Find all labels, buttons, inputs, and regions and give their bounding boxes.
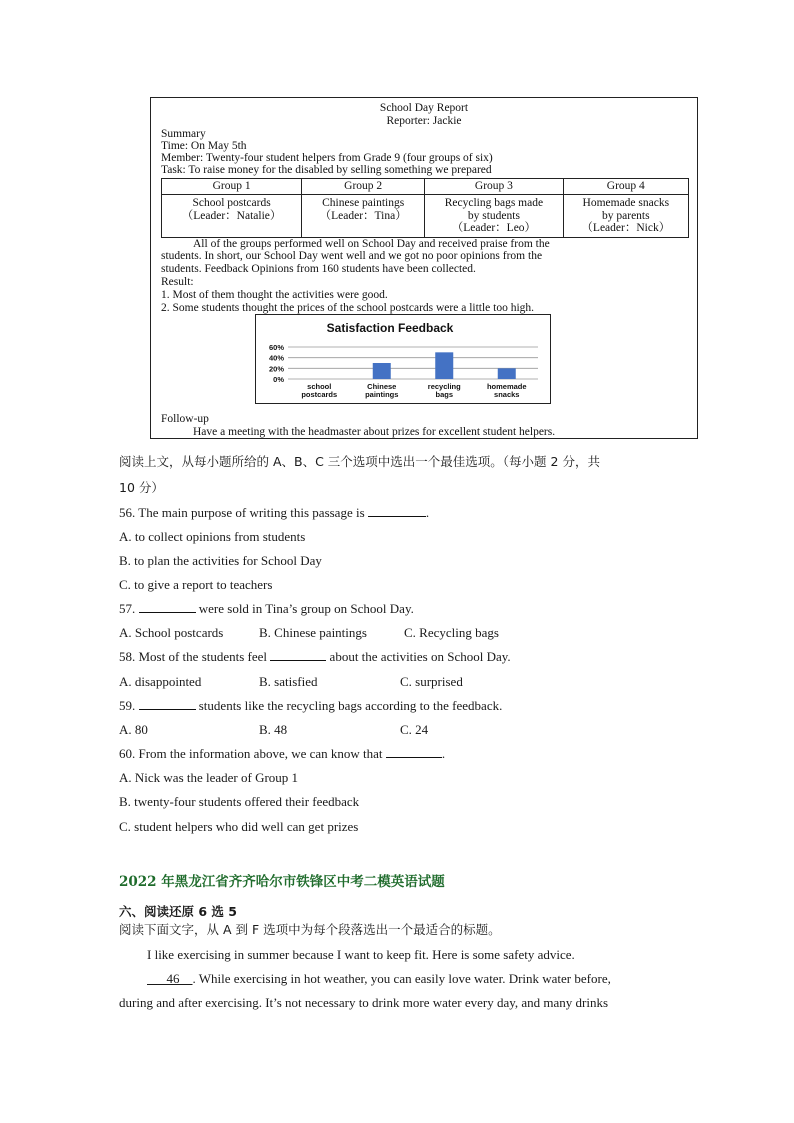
paragraph-text: . While exercising in hot weather, you can easily love water. Drink water before, [192, 971, 611, 986]
x-tick-label: paintings [365, 390, 399, 399]
question-text: about the activities on School Day. [326, 649, 511, 664]
instructions-line: 阅读上文，从每小题所给的 A、B、C 三个选项中选出一个最佳选项。（每小题 2 分，共 [119, 454, 600, 469]
question-56 [119, 505, 429, 521]
option: C. to give a report to teachers [119, 577, 273, 592]
question-text: . [441, 746, 446, 761]
summary-label: Summary [161, 128, 206, 140]
option: B. 48 [259, 722, 288, 737]
option: C. student helpers who did well can get prizes [119, 819, 359, 834]
answer-blank [386, 746, 442, 758]
report-paragraph-line: All of the groups performed well on School Day and received praise from the [193, 238, 550, 250]
x-tick-label: school [307, 382, 332, 391]
x-tick-label: snacks [494, 390, 520, 399]
question-60 [119, 746, 445, 762]
section-paragraph: I like exercising in summer because I want to keep fit. Here is some safety advice. [147, 947, 575, 962]
answer-blank [139, 698, 196, 710]
groups-table [161, 178, 689, 238]
group-item: School postcards [192, 197, 271, 209]
section-paragraph [147, 971, 611, 987]
option: A. to collect opinions from students [119, 529, 306, 544]
instructions-line: 10 分） [119, 480, 164, 495]
group-cell [162, 195, 302, 238]
group-leader: （Leader：Leo） [451, 222, 537, 234]
group-leader: （Leader：Nick） [581, 222, 671, 234]
section-paragraph: during and after exercising. It’s not necessary to drink more water every day, and many drinks [119, 995, 609, 1010]
option: C. surprised [400, 674, 463, 689]
x-tick-label: postcards [301, 390, 338, 399]
time-line: Time: On May 5th [161, 140, 247, 152]
y-tick-label: 40% [268, 353, 284, 363]
option: C. Recycling bags [404, 625, 499, 640]
bar [498, 368, 516, 379]
group-header: Group 1 [162, 179, 302, 195]
option: B. twenty-four students offered their feedback [119, 794, 360, 809]
bar [435, 352, 453, 379]
chart-title: Satisfaction Feedback [326, 321, 454, 335]
option: B. Chinese paintings [259, 625, 367, 640]
option: A. disappointed [119, 674, 202, 689]
question-text: . [425, 505, 430, 520]
answer-blank [368, 505, 426, 517]
group-cell [563, 195, 688, 238]
question-text: 57. [119, 601, 139, 616]
y-tick-label: 0% [273, 375, 284, 384]
y-tick-label: 20% [268, 364, 284, 374]
question-text: 58. Most of the students feel [119, 649, 271, 664]
group-item: Recycling bags made [444, 197, 544, 209]
report-title: School Day Report [379, 102, 469, 114]
section-instruction: 阅读下面文字，从 A 到 F 选项中为每个段落选出一个最适合的标题。 [119, 922, 501, 937]
question-text: 60. From the information above, we can know that [119, 746, 386, 761]
x-tick-label: bags [435, 390, 454, 399]
option: B. to plan the activities for School Day [119, 553, 322, 568]
task-line: Task: To raise money for the disabled by selling something we prepared [161, 164, 492, 176]
option: A. 80 [119, 722, 148, 737]
answer-blank [147, 971, 193, 986]
x-tick-label: Chinese [367, 382, 397, 391]
answer-blank [139, 601, 196, 613]
x-tick-label: recycling [427, 382, 461, 391]
y-tick-label: 60% [268, 343, 284, 352]
report-reporter: Reporter: Jackie [386, 115, 462, 127]
group-leader: （Leader：Tina） [319, 209, 407, 222]
followup-label: Follow-up [161, 413, 209, 425]
group-leader: （Leader：Natalie） [181, 209, 282, 222]
option: A. School postcards [119, 625, 224, 640]
question-text: students like the recycling bags according to the feedback. [195, 698, 503, 713]
question-58 [119, 649, 511, 665]
report-paragraph-line: students. Feedback Opinions from 160 students have been collected. [161, 263, 476, 275]
blank-number: 46 [166, 971, 180, 986]
question-57 [119, 601, 414, 617]
group-detail: by students [467, 209, 520, 222]
answer-blank [270, 649, 326, 661]
result-item: 2. Some students thought the prices of the school postcards were a little too high. [161, 302, 535, 314]
result-label: Result: [161, 276, 194, 288]
report-paragraph-line: students. In short, our School Day went well and we got no poor opinions from the [161, 250, 543, 262]
x-tick-label: homemade [486, 382, 527, 391]
option: C. 24 [400, 722, 429, 737]
school-day-report [150, 97, 698, 439]
question-59 [119, 698, 502, 714]
bar [373, 363, 391, 379]
member-line: Member: Twenty-four student helpers from Grade 9 (four groups of six) [161, 152, 493, 164]
group-header: Group 2 [302, 179, 425, 195]
chart-svg [256, 315, 550, 403]
followup-text: Have a meeting with the headmaster about prizes for excellent student helpers. [193, 426, 556, 438]
satisfaction-chart [255, 314, 551, 404]
group-cell [302, 195, 425, 238]
group-item: Homemade snacks [582, 197, 670, 209]
group-cell [425, 195, 563, 238]
option: A. Nick was the leader of Group 1 [119, 770, 299, 785]
question-text: 59. [119, 698, 139, 713]
option: B. satisfied [259, 674, 318, 689]
section-heading: 2022 年黑龙江省齐齐哈尔市铁锋区中考二模英语试题 [119, 874, 445, 890]
question-text: 56. The main purpose of writing this passage is [119, 505, 368, 520]
result-item: 1. Most of them thought the activities were good. [161, 289, 388, 301]
group-detail: by parents [602, 209, 650, 222]
section-subheading: 六、阅读还原 6 选 5 [119, 904, 237, 919]
group-item: Chinese paintings [322, 197, 405, 209]
question-text: were sold in Tina’s group on School Day. [195, 601, 414, 616]
group-header: Group 4 [563, 179, 688, 195]
group-header: Group 3 [425, 179, 563, 195]
